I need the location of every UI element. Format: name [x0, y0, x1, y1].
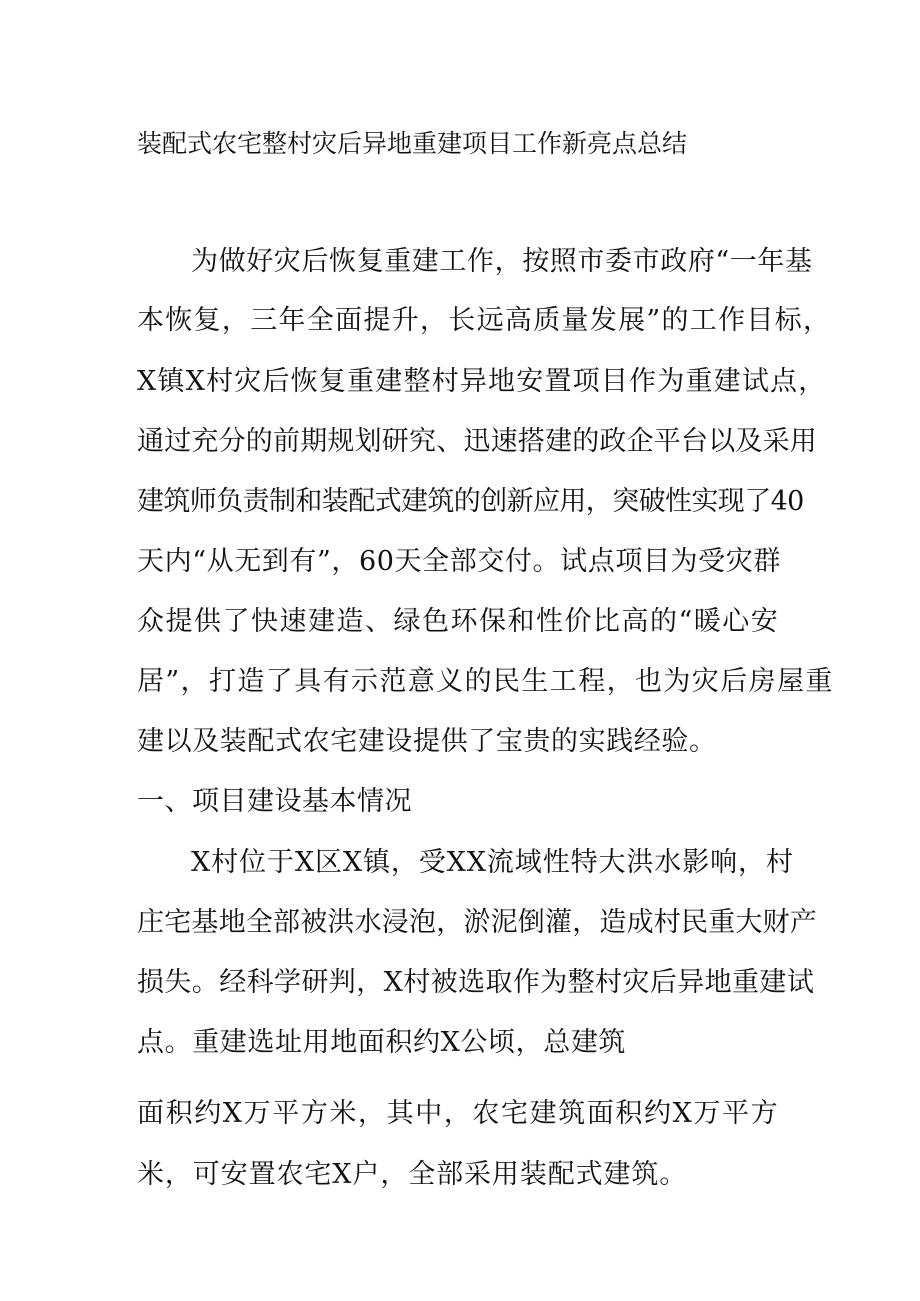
paragraph-line: 面积约X万平方米，其中，农宅建筑面积约X万平方 — [137, 1098, 780, 1129]
paragraph-line: 米，可安置农宅X户，全部采用装配式建筑。 — [137, 1159, 688, 1190]
paragraph-line: 点。重建选址用地面积约X公顷，总建筑 — [137, 1027, 627, 1058]
section-heading: 一、项目建设基本情况 — [137, 786, 412, 817]
paragraph-line: 损失。经科学研判，X村被选取作为整村灾后异地重建试 — [137, 967, 815, 998]
paragraph-line: 建筑师负责制和装配式建筑的创新应用，突破性实现了40 — [137, 486, 804, 517]
paragraph-line: 本恢复，三年全面提升，长远高质量发展”的工作目标， — [137, 305, 832, 336]
paragraph-line: 庄宅基地全部被洪水浸泡，淤泥倒灌，造成村民重大财产 — [137, 907, 817, 938]
paragraph-line: X村位于X区X镇，受XX流域性特大洪水影响，村 — [191, 847, 794, 878]
paragraph-line: 居”，打造了具有示范意义的民生工程，也为灾后房屋重 — [137, 666, 834, 697]
document-title: 装配式农宅整村灾后异地重建项目工作新亮点总结 — [137, 129, 688, 158]
paragraph-line: 为做好灾后恢复重建工作，按照市委市政府“一年基 — [191, 246, 813, 277]
paragraph-line: 通过充分的前期规划研究、迅速搭建的政企平台以及采用 — [137, 426, 817, 457]
paragraph-line: 建以及装配式农宅建设提供了宝贵的实践经验。 — [137, 726, 717, 757]
paragraph-line: 众提供了快速建造、绿色环保和性价比高的“暖心安 — [137, 606, 780, 637]
paragraph-line: X镇X村灾后恢复重建整村异地安置项目作为重建试点， — [137, 366, 827, 397]
paragraph-line: 天内“从无到有”，60天全部交付。试点项目为受灾群 — [137, 546, 781, 577]
